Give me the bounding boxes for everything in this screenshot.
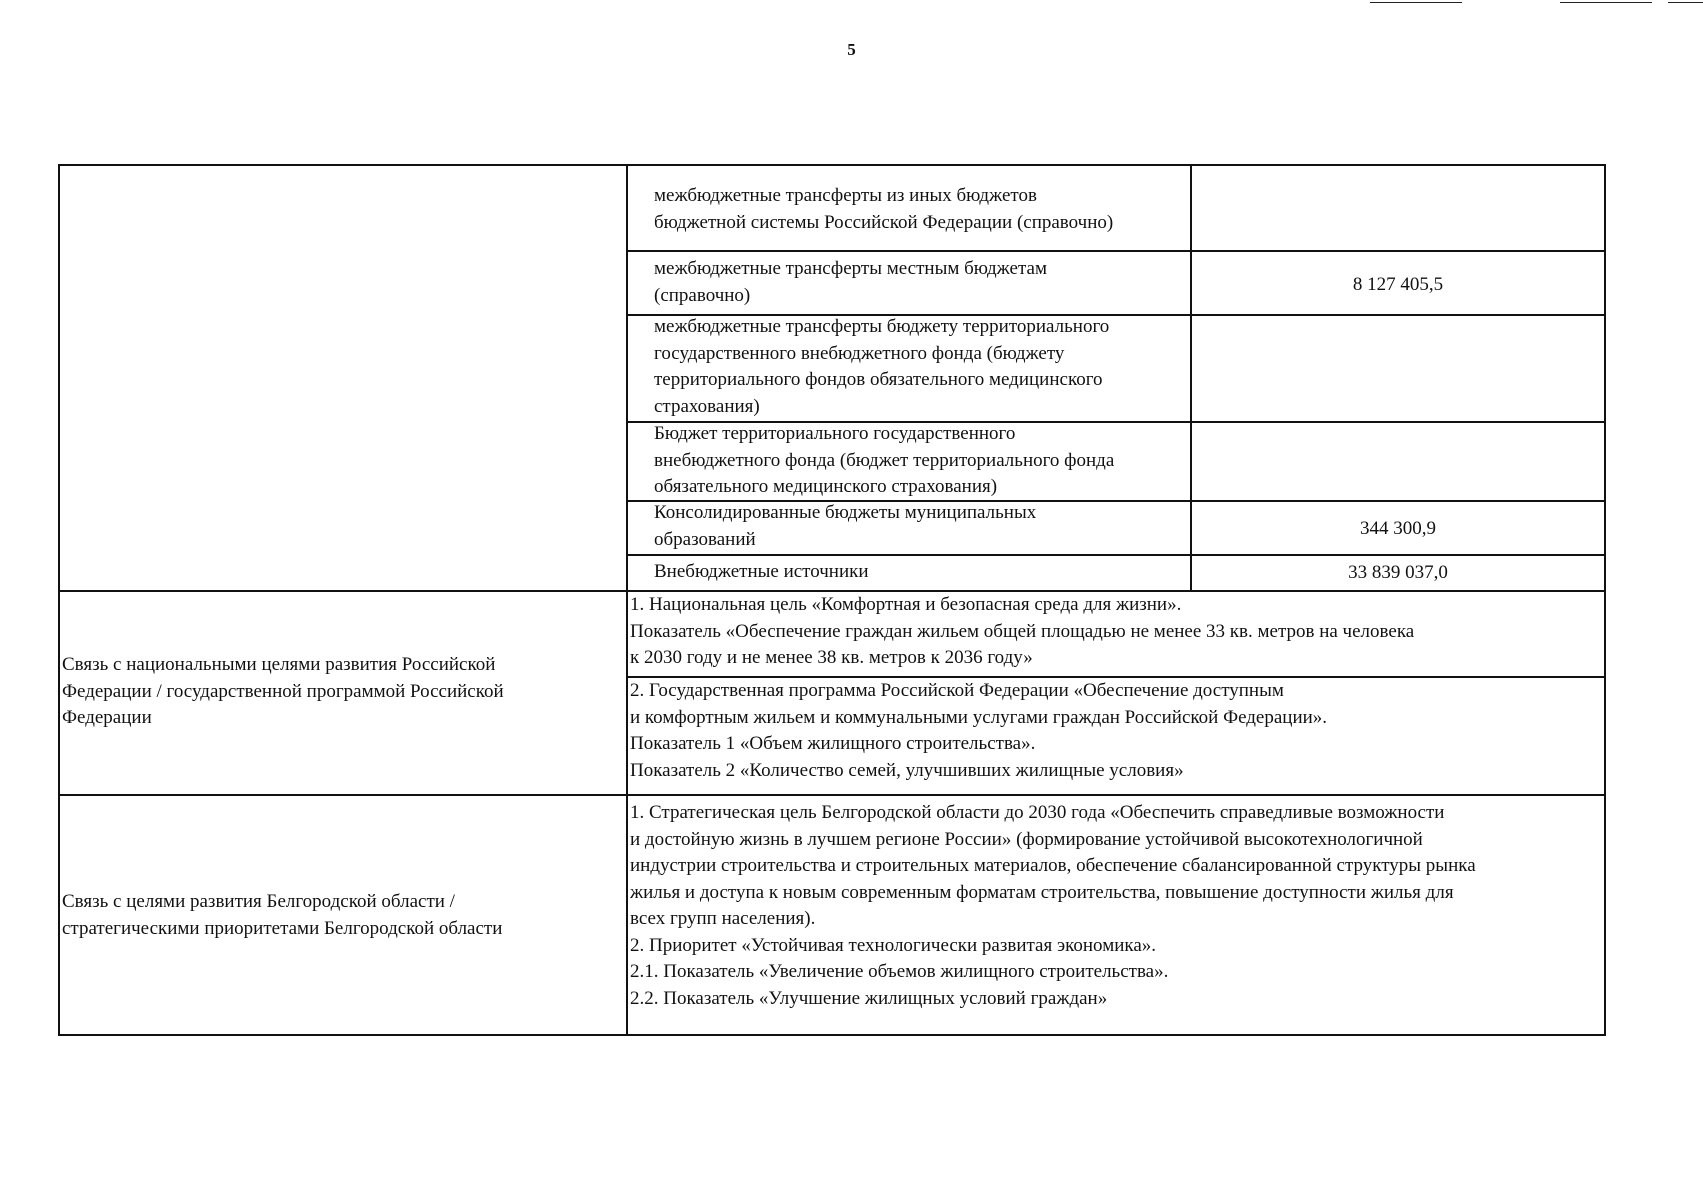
budget-row-value: 33 839 037,0 <box>1348 562 1448 583</box>
budget-row-value: 344 300,9 <box>1360 518 1436 539</box>
state-program-block: 2. Государственная программа Российской Федерации «Обеспечение доступным и комфортным жильем и коммунальными услугами граждан Российской Федерации». Показатель 1 «Объем жилищного строительства». Показатель 2 «Количество семей, улучшивших жилищные условия» <box>630 680 1328 781</box>
national-goals-label: Связь с национальными целями развития Российской Федерации / государственной программой Российской Федерации <box>62 654 504 728</box>
budget-row-label: Бюджет территориального государственного внебюджетного фонда (бюджет территориального фонда обязательного медицинского страхования) <box>654 423 1115 497</box>
budget-row-label: Внебюджетные источники <box>654 561 869 582</box>
row-divider <box>626 250 1606 252</box>
budget-row-label: межбюджетные трансферты местным бюджетам (справочно) <box>654 258 1047 306</box>
header-rule <box>1370 2 1462 3</box>
column-divider <box>626 164 628 1036</box>
regional-goals-label: Связь с целями развития Белгородской области / стратегическими приоритетами Белгородской области <box>62 891 503 939</box>
budget-row-label: межбюджетные трансферты бюджету территориального государственного внебюджетного фонда (бюджету территориального фондов обязательного медицинского страхования) <box>654 316 1110 417</box>
regional-goals-block: 1. Стратегическая цель Белгородской области до 2030 года «Обеспечить справедливые возможности и достойную жизнь в лучшем регионе России» (формирование устойчивой высокотехнологичной индустрии строительства и строительных материалов, обеспечение сбалансированной структуры рынка жилья и доступа к новым современным форматам строительства, повышение доступности жилья для всех групп населения). 2. Приоритет «Устойчивая технологически развитая экономика». 2.1. Показатель «Увеличение объемов жилищного строительства». 2.2. Показатель «Улучшение жилищных условий граждан» <box>630 802 1476 1009</box>
national-goal-block: 1. Национальная цель «Комфортная и безопасная среда для жизни». Показатель «Обеспечение граждан жильем общей площадью не менее 33 кв. метров на человека к 2030 году и не менее 38 кв. метров к 2036 году» <box>630 594 1415 668</box>
section-divider <box>58 794 1606 796</box>
budget-row-label: Консолидированные бюджеты муниципальных образований <box>654 502 1037 550</box>
budget-row-value: 8 127 405,5 <box>1352 274 1444 295</box>
value-column-divider <box>1190 164 1192 592</box>
budget-row-label: межбюджетные трансферты из иных бюджетов бюджетной системы Российской Федерации (справочно) <box>654 185 1114 233</box>
header-rule <box>1560 2 1652 3</box>
header-rule <box>1668 2 1703 3</box>
page-number: 5 <box>847 40 856 59</box>
row-divider <box>626 554 1606 556</box>
